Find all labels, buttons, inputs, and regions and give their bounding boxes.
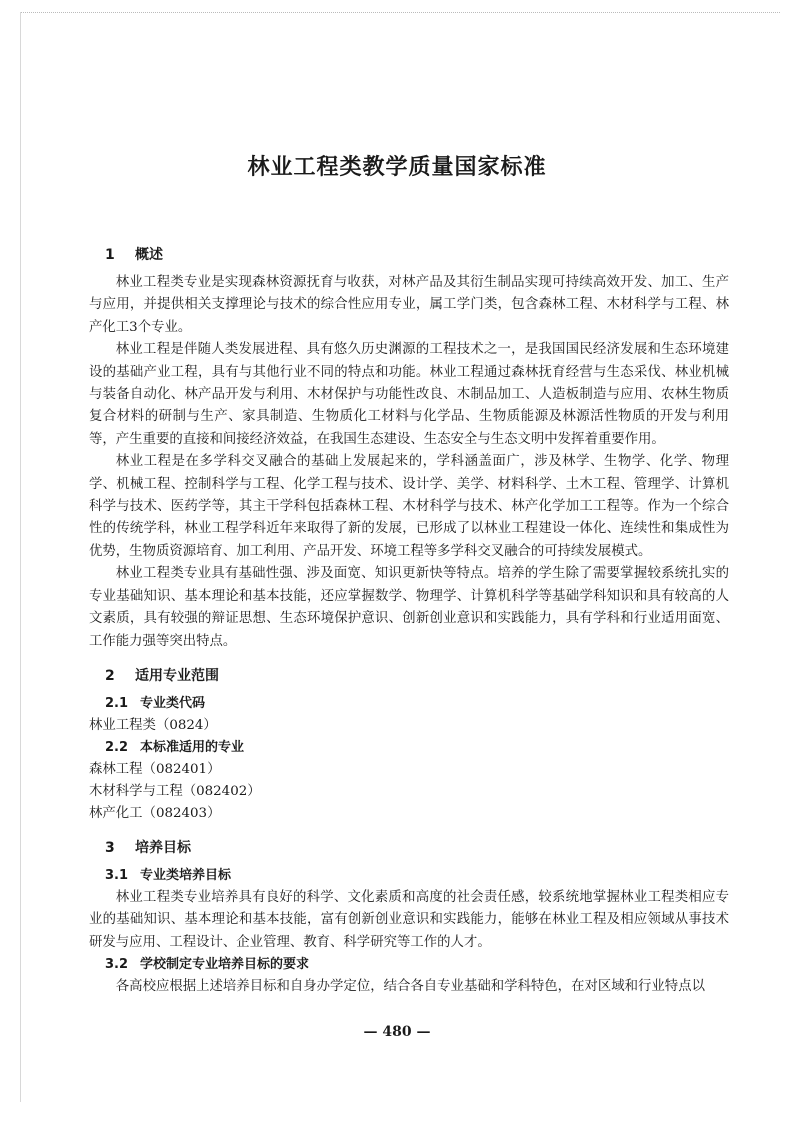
paragraph: 林业工程类专业具有基础性强、涉及面宽、知识更新快等特点。培养的学生除了需要掌握较系统扎实的专业基础知识、基本理论和基本技能，还应掌握数学、物理学、计算机科学等基础学科知识和具有较高的人文素质，具有较强的辩证思想、生态环境保护意识、创新创业意识和实践能力，具有学科和行业适用面宽、工作能力强等突出特点。: [89, 566, 729, 649]
section-number: 3: [105, 839, 115, 856]
paragraph: 林业工程是在多学科交叉融合的基础上发展起来的，学科涵盖面广，涉及林学、生物学、化学、物理学、机械工程、控制科学与工程、化学工程与技术、设计学、美学、材料科学、土木工程、管理学、计算机科学与技术、医药学等，其主干学科包括森林工程、木材科学与技术、林产化学加工工程等。作为一个综合性的传统学科，林业工程学科近年来取得了新的发展，已形成了以林业工程建设一体化、连续性和集成性为优势，生物质资源培育、加工利用、产品开发、环境工程等多学科交叉融合的可持续发展模式。: [89, 454, 729, 559]
section-title: 培养目标: [135, 839, 191, 856]
scan-edge-top: [20, 12, 780, 14]
subsection-title: 专业类培养目标: [140, 867, 232, 883]
section-title: 适用专业范围: [135, 667, 219, 684]
subsection-heading-2-1: [89, 693, 729, 715]
major-line: 森林工程（082401）: [89, 761, 221, 777]
major-line: 木材科学与工程（082402）: [89, 783, 261, 799]
section-heading-2: [89, 665, 729, 687]
major-line: 林产化工（082403）: [89, 805, 221, 821]
paragraph: 林业工程是伴随人类发展进程、具有悠久历史渊源的工程技术之一，是我国国民经济发展和生态环境建设的基础产业工程，具有与其他行业不同的特点和功能。林业工程通过森林抚育经营与生态采伐、林业机械与装备自动化、林产品开发与利用、木材保护与功能性改良、木制品加工、人造板制造与应用、农林生物质复合材料的研制与生产、家具制造、生物质化工材料与化学品、生物质能源及林源活性物质的开发与利用等，产生重要的直接和间接经济效益，在我国生态建设、生态安全与生态文明中发挥着重要作用。: [89, 342, 729, 447]
document-title: 林业工程类教学质量国家标准: [247, 154, 547, 180]
subsection-title: 学校制定专业培养目标的要求: [140, 957, 310, 973]
paragraph: 林业工程类专业是实现森林资源抚育与收获，对林产品及其衍生制品实现可持续高效开发、加工、生产与应用，并提供相关支撑理论与技术的综合性应用专业，属工学门类，包含森林工程、木材科学与工程、林产化工3个专业。: [89, 275, 729, 335]
section-number: 1: [105, 247, 115, 263]
section-number: 2: [105, 667, 115, 684]
subsection-title: 专业类代码: [140, 695, 206, 711]
subsection-number: 2.1: [105, 695, 129, 711]
subsection-number: 3.2: [105, 957, 129, 973]
section-title: 概述: [135, 247, 163, 263]
paragraph: 各高校应根据上述培养目标和自身办学定位，结合各自专业基础和学科特色，在对区域和行业特点以: [115, 979, 705, 995]
paragraph: 林业工程类专业培养具有良好的科学、文化素质和高度的社会责任感，较系统地掌握林业工程类相应专业的基础知识、基本理论和基本技能，富有创新创业意识和实践能力，能够在林业工程及相应领域从事技术研发与应用、工程设计、企业管理、教育、科学研究等工作的人才。: [89, 889, 729, 950]
subsection-number: 2.2: [105, 739, 129, 755]
category-code-line: 林业工程类（0824）: [89, 717, 217, 733]
section-heading-1: [89, 244, 729, 266]
subsection-heading-3-1: [89, 865, 729, 887]
section-heading-3: [89, 837, 729, 859]
subsection-title: 本标准适用的专业: [140, 739, 245, 755]
subsection-heading-3-2: [89, 954, 729, 976]
page-number: — 480 —: [363, 1024, 431, 1040]
document-body: [89, 244, 729, 999]
subsection-heading-2-2: [89, 737, 729, 759]
subsection-number: 3.1: [105, 867, 129, 883]
